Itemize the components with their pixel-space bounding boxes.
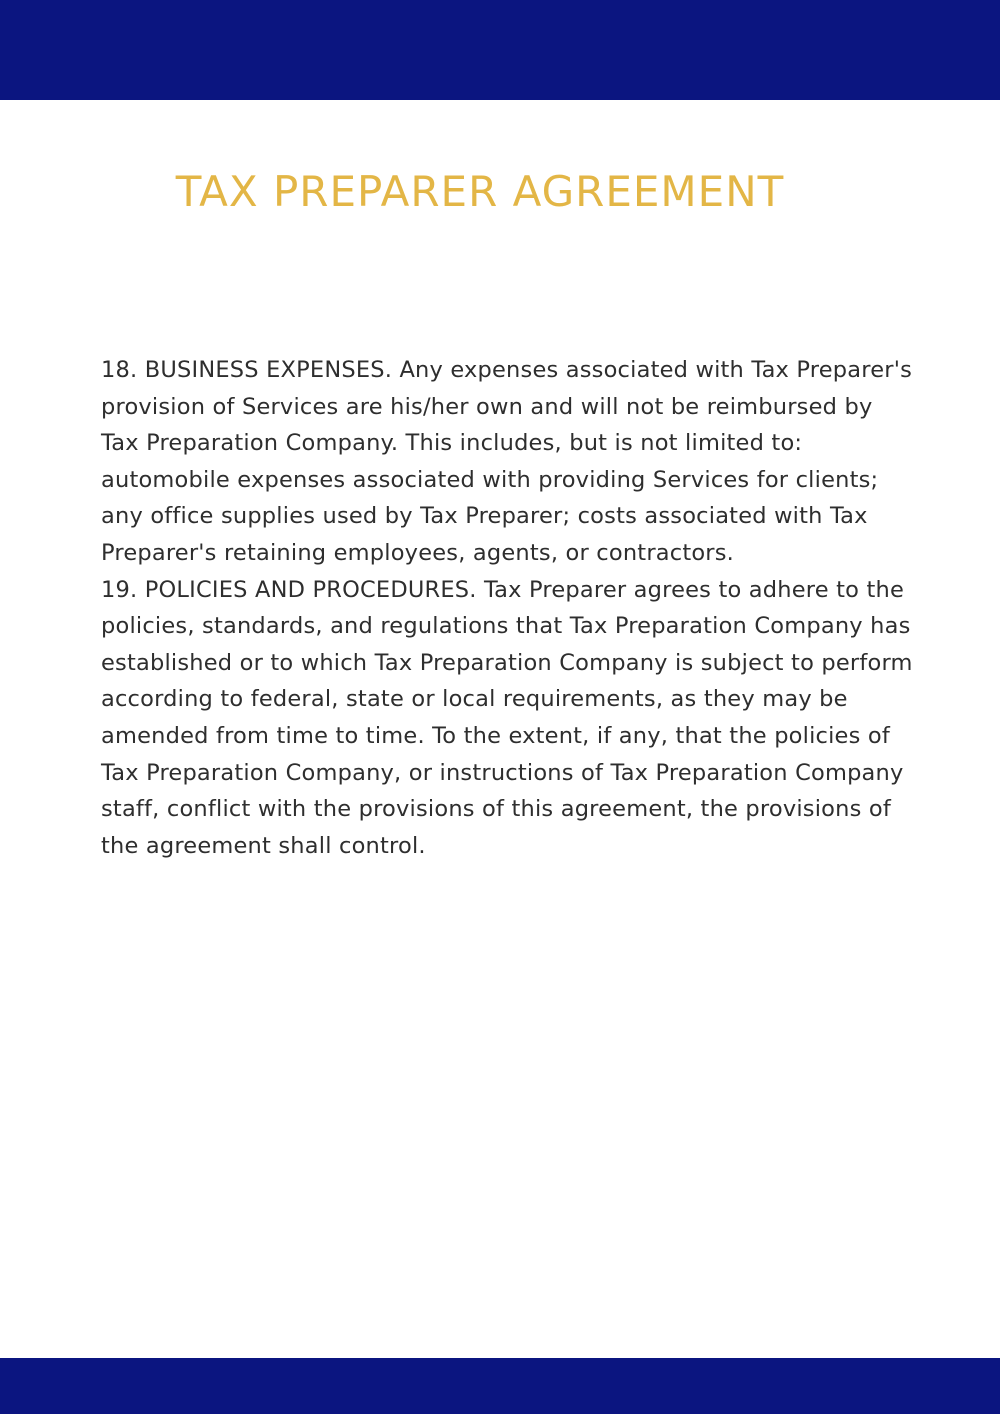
document-title: TAX PREPARER AGREEMENT — [175, 167, 785, 216]
document-body — [101, 352, 913, 864]
footer-band — [0, 1358, 1000, 1414]
section-18-business-expenses: 18. BUSINESS EXPENSES. Any expenses associated with Tax Preparer's provision of Services are his/her own and will not be reimbursed by Tax Preparation Company. This includes, but is not limited to: automobile expenses associated with providing Services for clients; any office supplies used by Tax Preparer; costs associated with Tax Preparer's retaining employees, agents, or contractors. — [101, 357, 913, 566]
header-band — [0, 0, 1000, 100]
section-19-policies-and-procedures: 19. POLICIES AND PROCEDURES. Tax Preparer agrees to adhere to the policies, standards, and regulations that Tax Preparation Company has established or to which Tax Preparation Company is subject to perform according to federal, state or local requirements, as they may be amended from time to time. To the extent, if any, that the policies of Tax Preparation Company, or instructions of Tax Preparation Company staff, conflict with the provisions of this agreement, the provisions of the agreement shall control. — [101, 576, 913, 859]
